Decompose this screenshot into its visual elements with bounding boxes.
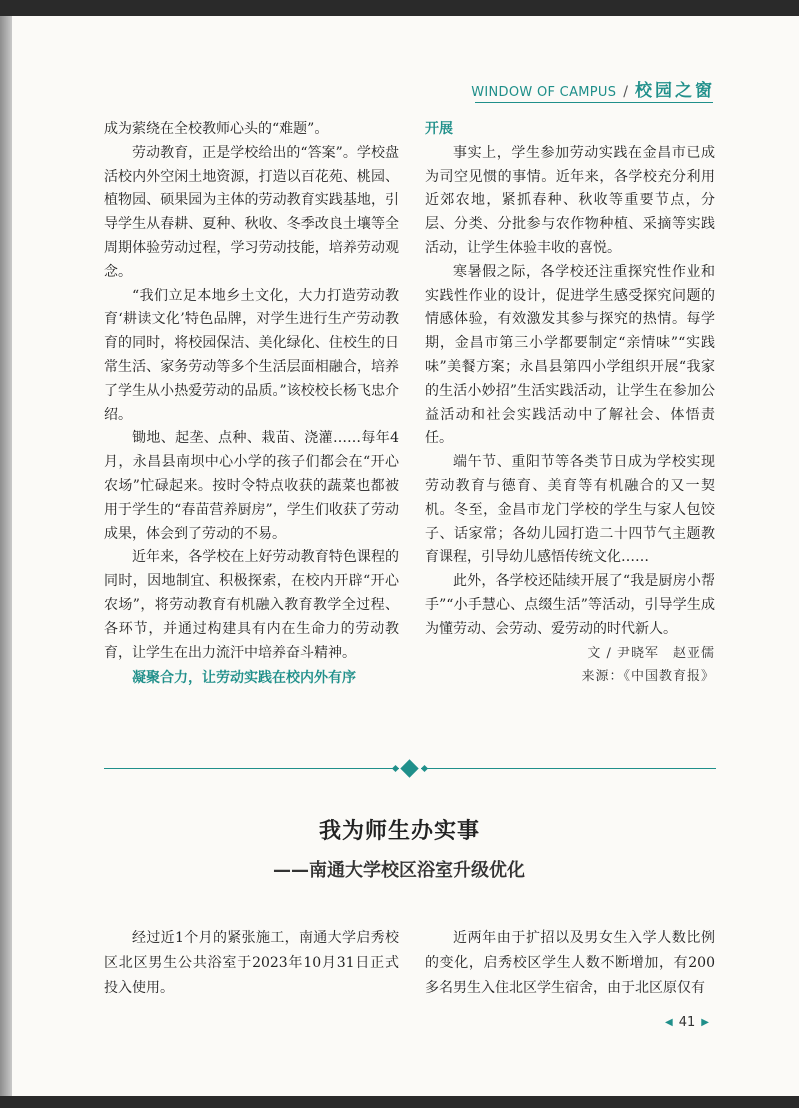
article-subtitle: ——南通大学校区浴室升级优化 <box>273 860 525 881</box>
paragraph: 劳动教育，正是学校给出的“答案”。学校盘活校内外空闲土地资源，打造以百花苑、桃园、植物园、硕果园为主体的劳动教育实践基地，引导学生从春耕、夏种、秋收、冬季改良土壤等全周期体验劳动过程，学习劳动技能，培养劳动观念。 <box>104 144 399 280</box>
triangle-left-icon: ◀ <box>665 1017 673 1028</box>
author-credit: 文 / 尹晓军 赵亚儒 <box>587 645 715 661</box>
divider-diamond-icon <box>400 759 418 777</box>
section-subheading: 凝聚合力，让劳动实践在校内外有序 <box>132 670 356 687</box>
viewer-top-bar <box>0 0 799 16</box>
section-header <box>471 76 715 101</box>
paragraph: 近年来，各学校在上好劳动教育特色课程的同时，因地制宜、积极探索，在校内开辟“开心农场”，将劳动教育有机融入教育教学全过程、各环节，并通过构建具有内在生命力的劳动教育，让学生在出力流汗中培养奋斗精神。 <box>104 549 399 661</box>
divider-dot-left <box>392 765 399 772</box>
page-edge-shadow <box>0 16 12 1096</box>
page-number-value: 41 <box>678 1015 696 1030</box>
article2-left-column <box>104 926 399 1001</box>
section-divider <box>104 763 716 775</box>
page-number <box>665 1015 709 1030</box>
paragraph: 此外，各学校还陆续开展了“我是厨房小帮手”“小手慧心、点缀生活”等活动，引导学生成为懂劳动、会劳动、爱劳动的时代新人。 <box>425 573 715 637</box>
viewer-bottom-bar <box>0 1096 799 1108</box>
section-header-english: WINDOW OF CAMPUS <box>471 85 617 100</box>
paragraph: 成为萦绕在全校教师心头的“难题”。 <box>104 121 329 137</box>
divider-line-right <box>421 768 716 769</box>
divider-dot-right <box>421 765 428 772</box>
article2-right-column <box>425 926 715 1001</box>
paragraph: 寒暑假之际，各学校还注重探究性作业和实践性作业的设计，促进学生感受探究问题的情感体验，有效激发其参与探究的热情。每学期，金昌市第三小学都要制定“亲情味”“实践味”美餐方案；永昌县第四小学组织开展“我家的生活小妙招”生活实践活动，让学生在参加公益活动和社会实践活动中了解社会、体悟责任。 <box>425 263 715 447</box>
paragraph: “我们立足本地乡土文化，大力打造劳动教育‘耕读文化’特色品牌，对学生进行生产劳动教育的同时，将校园保洁、美化绿化、住校生的日常生活、家务劳动等多个生活层面相融合，培养了学生从小热爱劳动的品质。”该校校长杨飞忠介绍。 <box>104 287 399 423</box>
section-header-chinese: 校园之窗 <box>635 81 715 101</box>
section-header-separator: / <box>623 84 628 100</box>
paragraph: 事实上，学生参加劳动实践在金昌市已成为司空见惯的事情。近年来，各学校充分利用近郊农地，紧抓春种、秋收等重要节点，分层、分类、分批参与农作物种植、采摘等实践活动，让学生体验丰收的喜悦。 <box>425 144 715 256</box>
paragraph: 锄地、起垄、点种、栽苗、浇灌……每年4月，永昌县南坝中心小学的孩子们都会在“开心农场”忙碌起来。按时令特点收获的蔬菜也都被用于学生的“春苗营养厨房”，学生们收获了劳动成果，体会到了劳动的不易。 <box>104 430 399 542</box>
section-subheading-continued: 开展 <box>425 121 453 137</box>
article1-left-column <box>104 118 399 691</box>
paragraph: 近两年由于扩招以及男女生入学人数比例的变化，启秀校区学生人数不断增加，有200多名男生入住北区学生宿舍，由于北区原仅有 <box>425 930 715 996</box>
paragraph: 端午节、重阳节等各类节日成为学校实现劳动教育与德育、美育等有机融合的又一契机。冬至，金昌市龙门学校的学生与家人包饺子、话家常；各幼儿园打造二十四节气主题教育课程，引导幼儿感悟传统文化…… <box>425 454 715 566</box>
article-title: 我为师生办实事 <box>318 819 480 844</box>
header-rule <box>475 102 713 103</box>
divider-line-left <box>104 768 399 769</box>
article1-right-column <box>425 118 715 689</box>
source-credit: 来源：《中国教育报》 <box>581 669 715 685</box>
paragraph: 经过近1个月的紧张施工，南通大学启秀校区北区男生公共浴室于2023年10月31日正式投入使用。 <box>104 930 399 996</box>
triangle-right-icon: ▶ <box>701 1017 709 1028</box>
